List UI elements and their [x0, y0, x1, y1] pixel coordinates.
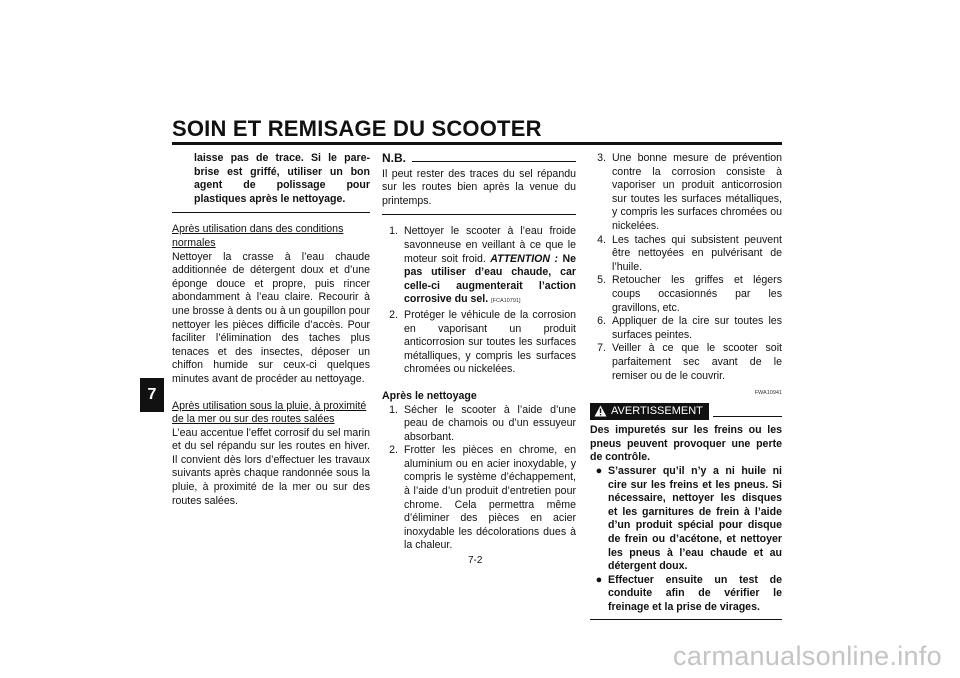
chapter-tab: 7 — [140, 378, 164, 412]
column-left — [172, 152, 370, 508]
page-title: SOIN ET REMISAGE DU SCOOTER — [172, 116, 542, 141]
list-item: 2. Frotter les pièces en chrome, en aluminium ou en acier inoxydable, y compris le système d’échappement, à l’aide d’un produit d’entretien pour chrome. Cela permettra même d’éliminer des pièces en acier inoxydable les décolorations dues à la chaleur. — [389, 444, 576, 552]
warning-bullets — [590, 465, 782, 615]
note-end-rule — [172, 212, 370, 213]
nb-label: N.B. — [382, 151, 406, 165]
section-text-rain-salt: L’eau accentue l’effet corrosif du sel marin et du sel répandu sur les routes en hiver. Il convient dès lors d’effectuer les travaux suivants après chaque randonnée sous la pluie, à proximité de la mer ou sur des routes salées. — [172, 426, 370, 507]
attention-text: Ne pas utiliser d’eau chaude, car celle-ci augmenterait l’action corrosive du sel. — [404, 252, 576, 306]
section-heading-normal-use: Après utilisation dans des conditions normales — [172, 223, 344, 249]
windshield-note: laisse pas de trace. Si le pare-brise est griffé, utiliser un bon agent de polissage pour plastiques après le nettoyage. — [194, 152, 370, 205]
attention-code: [FCA10791] — [491, 298, 521, 305]
list-item: 1. Sécher le scooter à l’aide d’une peau de chamois ou d’un essuyeur absorbant. — [389, 403, 576, 443]
list-item: 6. Appliquer de la cire sur toutes les surfaces peintes. — [597, 315, 782, 341]
bullet-icon: ● — [595, 573, 603, 586]
list-item: 4. Les taches qui subsistent peuvent être nettoyées en pulvérisant de l’huile. — [597, 233, 782, 273]
list-item: 7. Veiller à ce que le scooter soit parfaitement sec avant de le remiser ou de le couvrir. — [597, 342, 782, 382]
rinse-steps — [382, 225, 576, 377]
bullet-icon: ● — [595, 465, 603, 478]
column-middle — [382, 152, 576, 553]
warning-intro: Des impuretés sur les freins ou les pneus peuvent provoquer une perte de contrôle. — [590, 424, 782, 464]
column-right — [590, 152, 782, 630]
list-item: 5. Retoucher les griffes et légers coups occasionnés par les gravillons, etc. — [597, 274, 782, 314]
warning-triangle-icon — [594, 405, 607, 417]
nb-header — [382, 152, 576, 166]
protection-steps — [590, 152, 782, 383]
list-item: ● Effectuer ensuite un test de conduite afin de vérifier le freinage et la prise de virages. — [590, 574, 782, 615]
warning-end-rule — [590, 619, 782, 620]
warning-code: FWA10941 — [754, 390, 782, 397]
section-heading-rain-salt: Après utilisation sous la pluie, à proximité de la mer ou sur des routes salées — [172, 399, 367, 426]
nb-text: Il peut rester des traces du sel répandu sur les routes bien après la venue du printemps. — [382, 167, 576, 207]
warning-badge — [590, 403, 709, 421]
after-cleaning-steps — [382, 404, 576, 554]
title-rule — [172, 142, 782, 145]
section-text-normal-use: Nettoyer la crasse à l’eau chaude additionnée de détergent doux et d’une éponge douce et propre, puis rincer abondamment à l’eau claire. Recourir à une brosse à dents ou à un goupillon pour nettoyer les pièces difficile d’accès. Pour faciliter l’élimination des taches plus tenaces et des insectes, déposer un chiffon humide sur ceux-ci quelques minutes avant de procéder au nettoyage. — [172, 250, 370, 385]
warning-label: AVERTISSEMENT — [611, 404, 703, 417]
list-item: 2. Protéger le véhicule de la corrosion en vaporisant un produit anticorrosion sur toutes les surfaces métalliques, y compris les surfaces chromées ou nickelées. — [389, 308, 576, 376]
after-cleaning-heading: Après le nettoyage — [382, 389, 477, 402]
page-number: 7-2 — [468, 555, 483, 566]
list-item: ● S’assurer qu’il n’y a ni huile ni cire sur les freins et les pneus. Si nécessaire, nettoyer les disques et les garnitures de frein à l’aide d’un produit spécial pour disque de frein ou d’acétone, et nettoyer les pneus à l’eau chaude et au détergent doux. — [590, 465, 782, 574]
nb-end-rule — [382, 214, 576, 215]
attention-label: ATTENTION : — [490, 252, 559, 265]
list-item: 1. Nettoyer le scooter à l’eau froide savonneuse en veillant à ce que le moteur soit froid. ATTENTION : Ne pas utiliser d’eau chaude, car celle-ci augmenterait l’action corrosive du sel. [FCA10791] — [389, 225, 576, 306]
warning-header — [590, 403, 782, 421]
list-item: 3. Une bonne mesure de prévention contre la corrosion consiste à vaporiser un produit anticorrosion sur toutes les surfaces métalliques, y compris les surfaces chromées ou nickelées. — [597, 152, 782, 232]
watermark: carmanualsonline.info — [673, 641, 942, 671]
